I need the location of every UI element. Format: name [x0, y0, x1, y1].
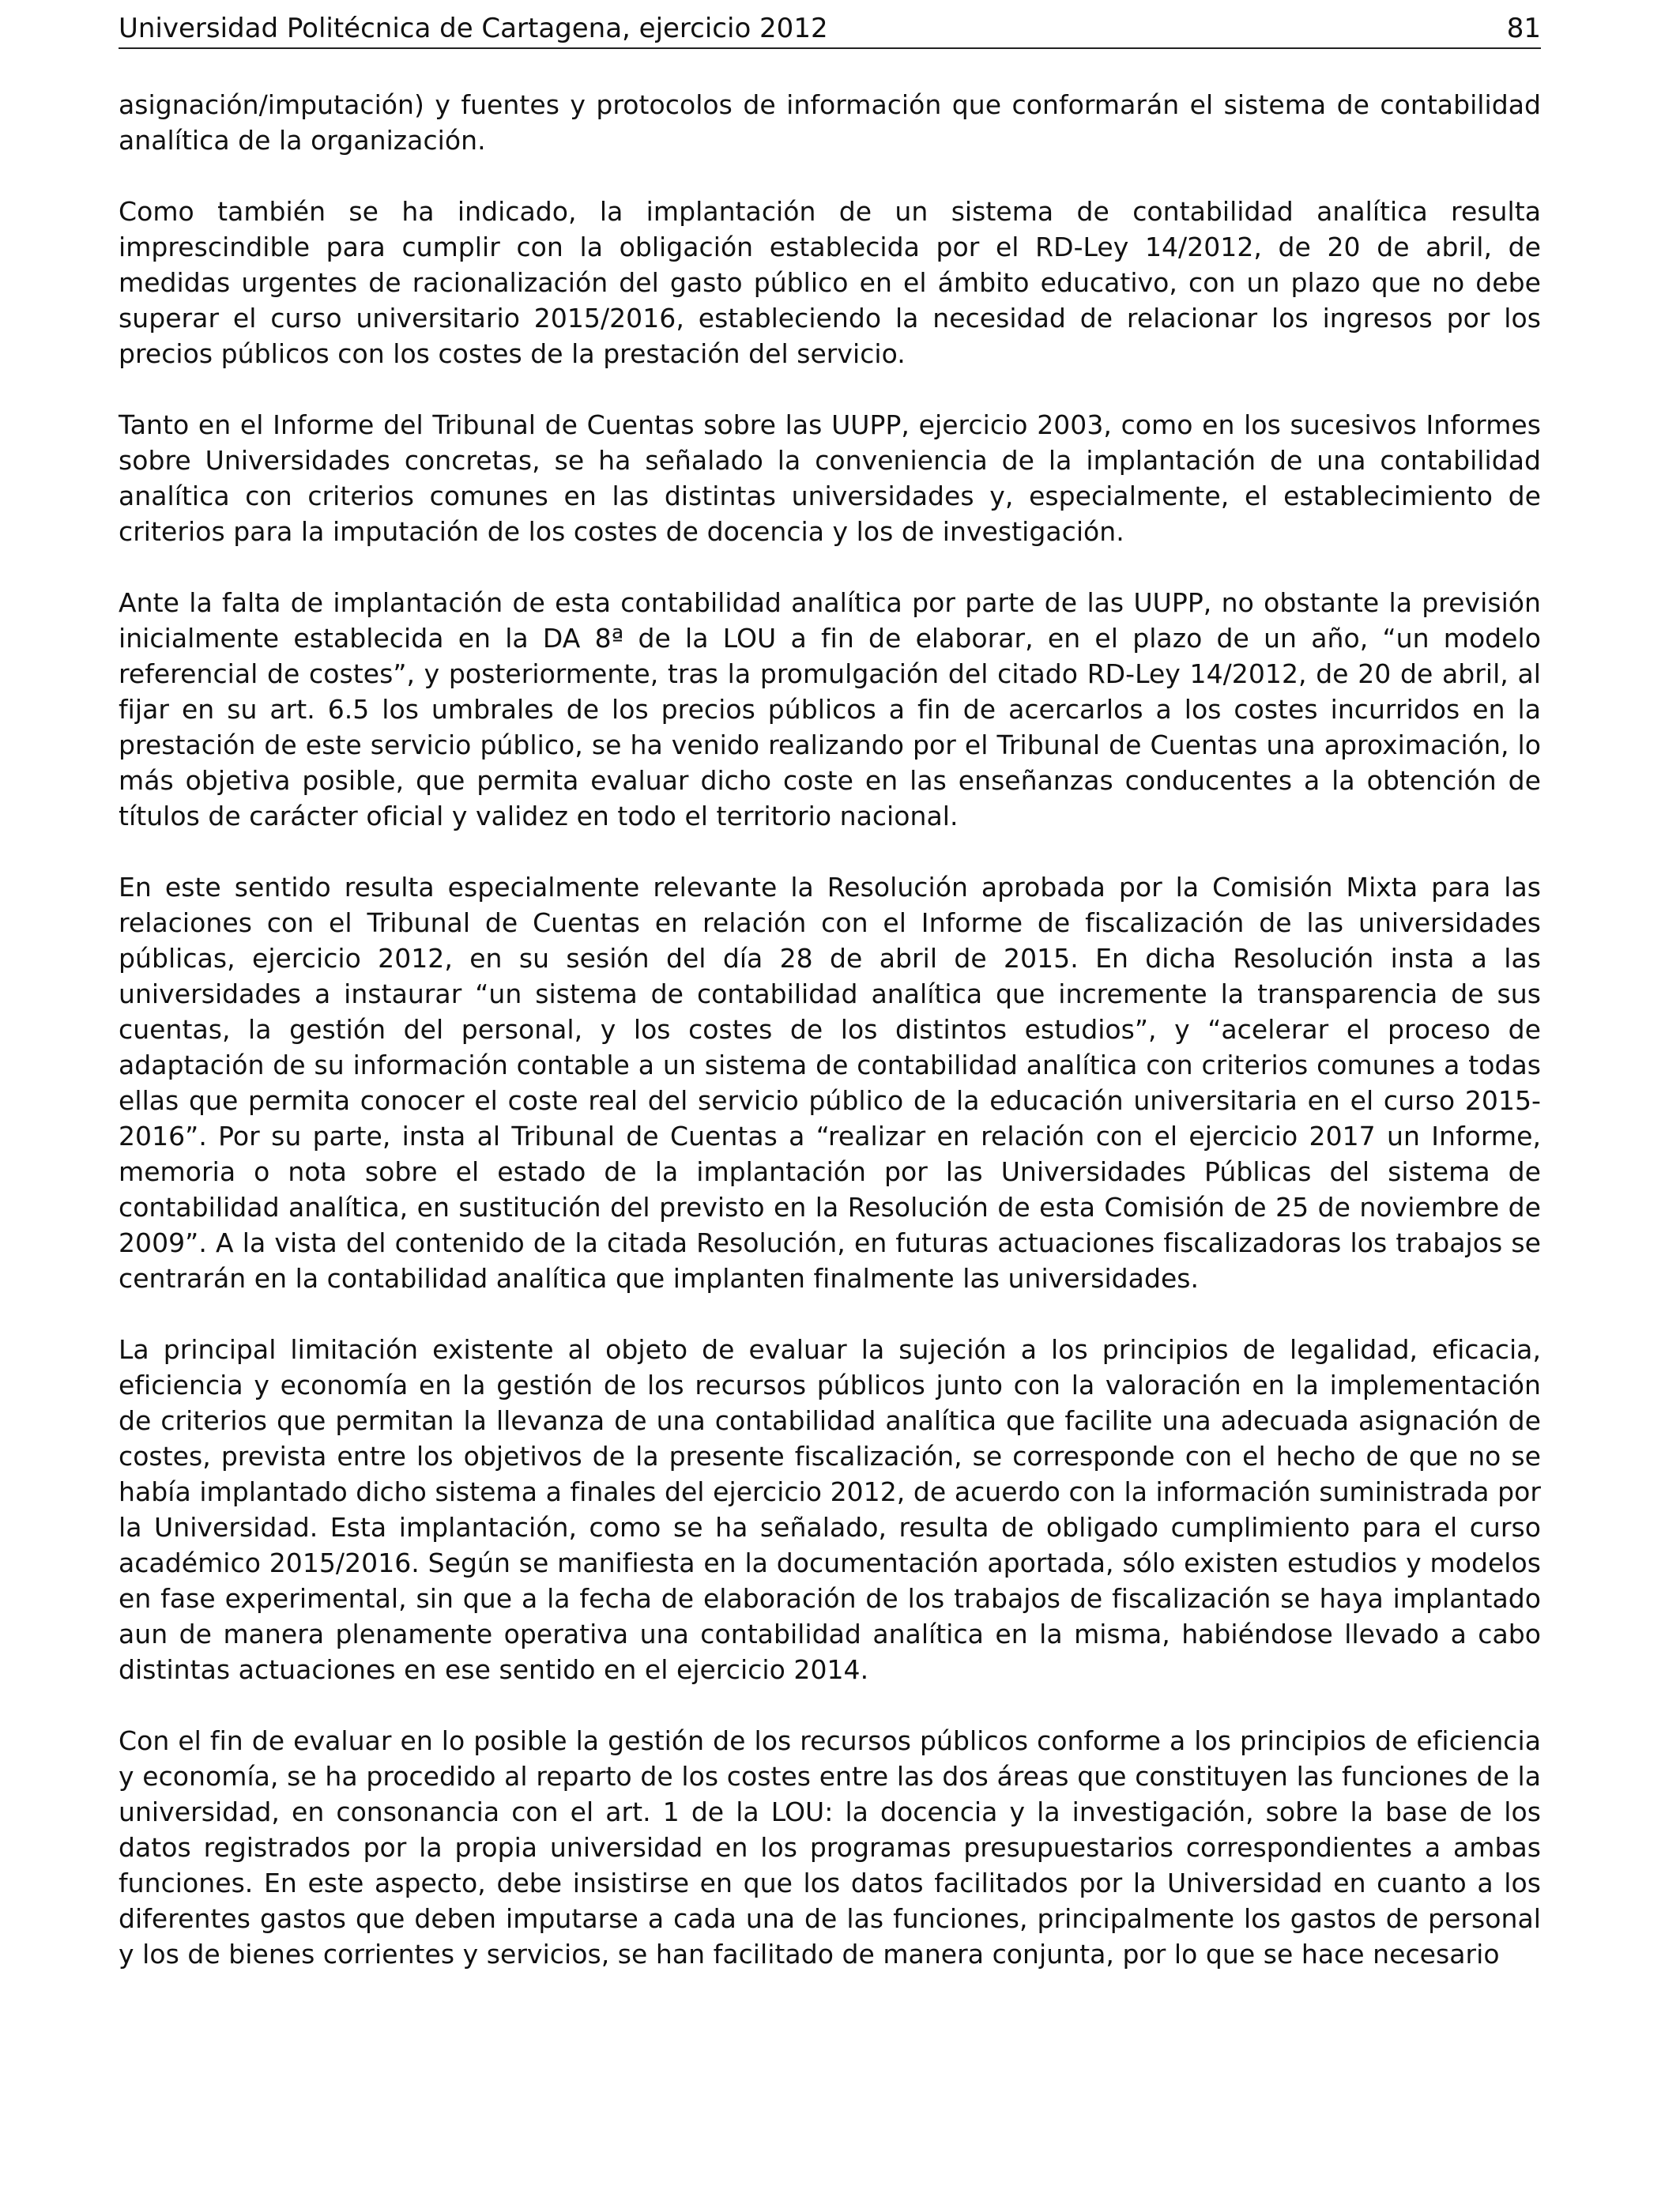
paragraph-5: En este sentido resulta especialmente relevante la Resolución aprobada por la Comisión Mixta para las relaciones con el Tribunal de Cuentas en relación con el Informe de fiscalización de las universidades públicas, ejercicio 2012, en su sesión del día 28 de abril de 2015. En dicha Resolución insta a las universidades a instaurar “un sistema de contabilidad analítica que incremente la transparencia de sus cuentas, la gestión del personal, y los costes de los distintos estudios”, y “acelerar el proceso de adaptación de su información contable a un sistema de contabilidad analítica con criterios comunes a todas ellas que permita conocer el coste real del servicio público de la educación universitaria en el curso 2015-2016”. Por su parte, insta al Tribunal de Cuentas a “realizar en relación con el ejercicio 2017 un Informe, memoria o nota sobre el estado de la implantación por las Universidades Públicas del sistema de contabilidad analítica, en sustitución del previsto en la Resolución de esta Comisión de 25 de noviembre de 2009”. A la vista del contenido de la citada Resolución, en futuras actuaciones fiscalizadoras los trabajos se centrarán en la contabilidad analítica que implanten finalmente las universidades.: [119, 872, 1541, 1294]
header-title: Universidad Politécnica de Cartagena, ejercicio 2012: [119, 13, 828, 44]
paragraph-1: asignación/imputación) y fuentes y protocolos de información que conformarán el sistema de contabilidad analítica de la organización.: [119, 89, 1541, 156]
paragraph-7: Con el fin de evaluar en lo posible la gestión de los recursos públicos conforme a los principios de eficiencia y economía, se ha procedido al reparto de los costes entre las dos áreas que constituyen las funciones de la universidad, en consonancia con el art. 1 de la LOU: la docencia y la investigación, sobre la base de los datos registrados por la propia universidad en los programas presupuestarios correspondientes a ambas funciones. En este aspecto, debe insistirse en que los datos facilitados por la Universidad en cuanto a los diferentes gastos que deben imputarse a cada una de las funciones, principalmente los gastos de personal y los de bienes corrientes y servicios, se han facilitado de manera conjunta, por lo que se hace necesario: [119, 1725, 1541, 1970]
running-header: [119, 9, 1541, 49]
paragraph-4: Ante la falta de implantación de esta contabilidad analítica por parte de las UUPP, no obstante la previsión inicialmente establecida en la DA 8ª de la LOU a fin de elaborar, en el plazo de un año, “un modelo referencial de costes”, y posteriormente, tras la promulgación del citado RD-Ley 14/2012, de 20 de abril, al fijar en su art. 6.5 los umbrales de los precios públicos a fin de acercarlos a los costes incurridos en la prestación de este servicio público, se ha venido realizando por el Tribunal de Cuentas una aproximación, lo más objetiva posible, que permita evaluar dicho coste en las enseñanzas conducentes a la obtención de títulos de carácter oficial y validez en todo el territorio nacional.: [119, 587, 1541, 831]
paragraph-3: Tanto en el Informe del Tribunal de Cuentas sobre las UUPP, ejercicio 2003, como en los sucesivos Informes sobre Universidades concretas, se ha señalado la conveniencia de la implantación de una contabilidad analítica con criterios comunes en las distintas universidades y, especialmente, el establecimiento de criterios para la imputación de los costes de docencia y los de investigación.: [119, 409, 1541, 547]
paragraph-6: La principal limitación existente al objeto de evaluar la sujeción a los principios de legalidad, eficacia, eficiencia y economía en la gestión de los recursos públicos junto con la valoración en la implementación de criterios que permitan la llevanza de una contabilidad analítica que facilite una adecuada asignación de costes, prevista entre los objetivos de la presente fiscalización, se corresponde con el hecho de que no se había implantado dicho sistema a finales del ejercicio 2012, de acuerdo con la información suministrada por la Universidad. Esta implantación, como se ha señalado, resulta de obligado cumplimiento para el curso académico 2015/2016. Según se manifiesta en la documentación aportada, sólo existen estudios y modelos en fase experimental, sin que a la fecha de elaboración de los trabajos de fiscalización se haya implantado aun de manera plenamente operativa una contabilidad analítica en la misma, habiéndose llevado a cabo distintas actuaciones en ese sentido en el ejercicio 2014.: [119, 1334, 1541, 1685]
document-page: [119, 0, 1541, 2194]
paragraph-2: Como también se ha indicado, la implantación de un sistema de contabilidad analítica resulta imprescindible para cumplir con la obligación establecida por el RD-Ley 14/2012, de 20 de abril, de medidas urgentes de racionalización del gasto público en el ámbito educativo, con un plazo que no debe superar el curso universitario 2015/2016, estableciendo la necesidad de relacionar los ingresos por los precios públicos con los costes de la prestación del servicio.: [119, 196, 1541, 369]
page-number: 81: [1506, 13, 1541, 44]
body-text: [119, 87, 1541, 2007]
